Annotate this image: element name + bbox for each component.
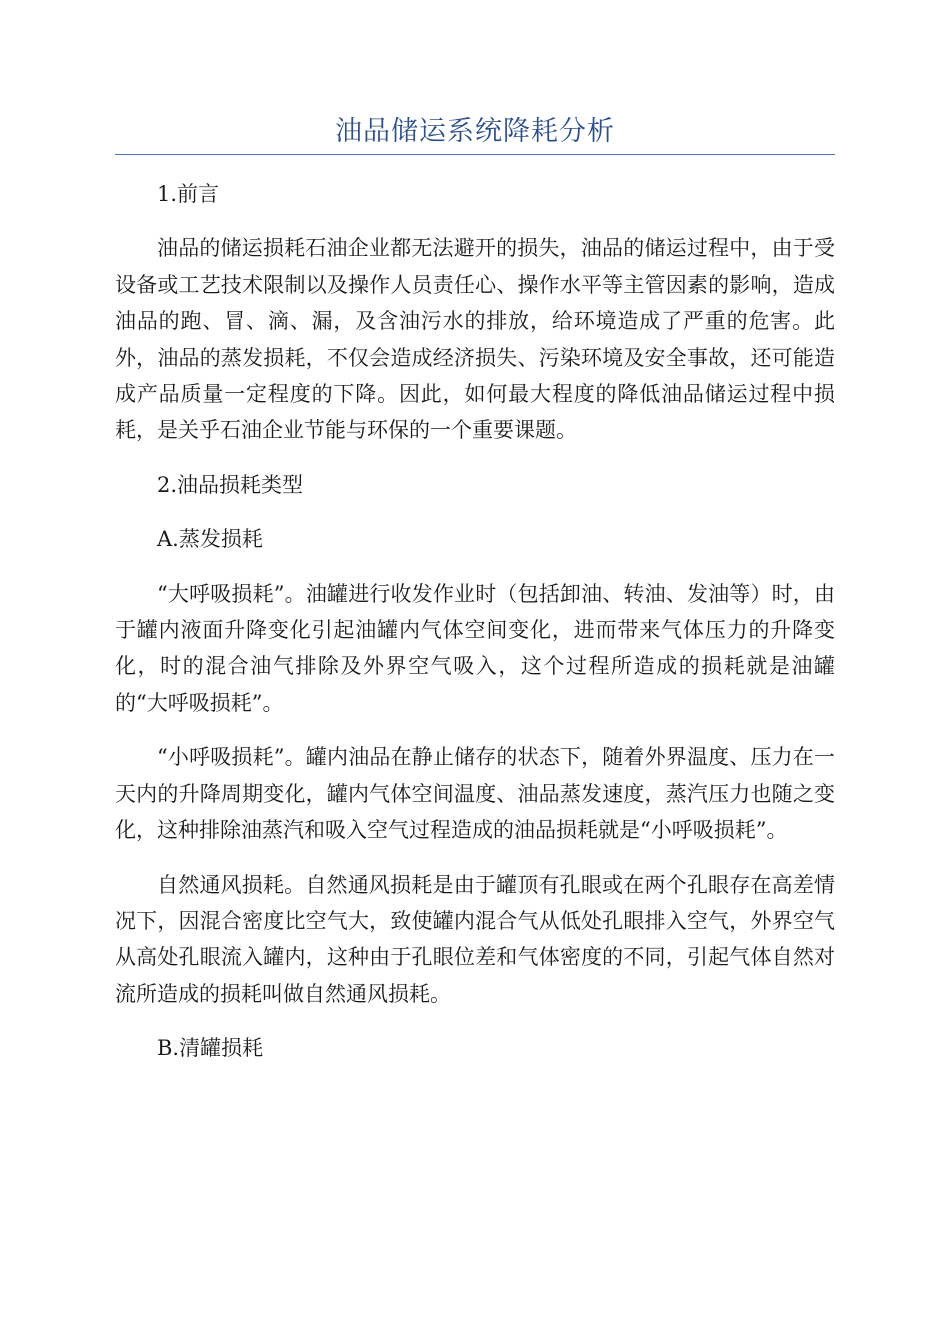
- paragraph-big-breathing-loss: “大呼吸损耗”。油罐进行收发作业时（包括卸油、转油、发油等）时，由于罐内液面升降变化引起油罐内气体空间变化，进而带来气体压力的升降变化，时的混合油气排除及外界空气吸入，这个过程所造成的损耗就是油罐的“大呼吸损耗”。: [115, 581, 835, 715]
- page-title: 油品储运系统降耗分析: [335, 116, 615, 147]
- paragraph-preface: 油品的储运损耗石油企业都无法避开的损失，油品的储运过程中，由于受设备或工艺技术限制以及操作人员责任心、操作水平等主管因素的影响，造成油品的跑、冒、滴、漏，及含油污水的排放，给环境造成了严重的危害。此外，油品的蒸发损耗，不仅会造成经济损失、污染环境及安全事故，还可能造成产品质量一定程度的下降。因此，如何最大程度的降低油品储运过程中损耗，是关乎石油企业节能与环保的一个重要课题。: [115, 236, 835, 443]
- section-heading-loss-types: 2.油品损耗类型: [157, 472, 304, 497]
- document-body: [115, 176, 835, 1067]
- paragraph-small-breathing-loss: “小呼吸损耗”。罐内油品在静止储存的状态下，随着外界温度、压力在一天内的升降周期变化，罐内气体空间温度、油品蒸发速度，蒸汽压力也随之变化，这种排除油蒸汽和吸入空气过程造成的油品损耗就是“小呼吸损耗”。: [115, 745, 835, 843]
- subheading-tank-cleaning-loss: B.清罐损耗: [157, 1036, 264, 1061]
- title-divider: [115, 154, 835, 155]
- subheading-evaporation-loss: A.蒸发损耗: [157, 527, 263, 552]
- paragraph-natural-ventilation-loss: 自然通风损耗。自然通风损耗是由于罐顶有孔眼或在两个孔眼存在高差情况下，因混合密度比空气大，致使罐内混合气从低处孔眼排入空气，外界空气从高处孔眼流入罐内，这种由于孔眼位差和气体密度的不同，引起气体自然对流所造成的损耗叫做自然通风损耗。: [115, 872, 835, 1006]
- section-heading-preface: 1.前言: [157, 182, 220, 206]
